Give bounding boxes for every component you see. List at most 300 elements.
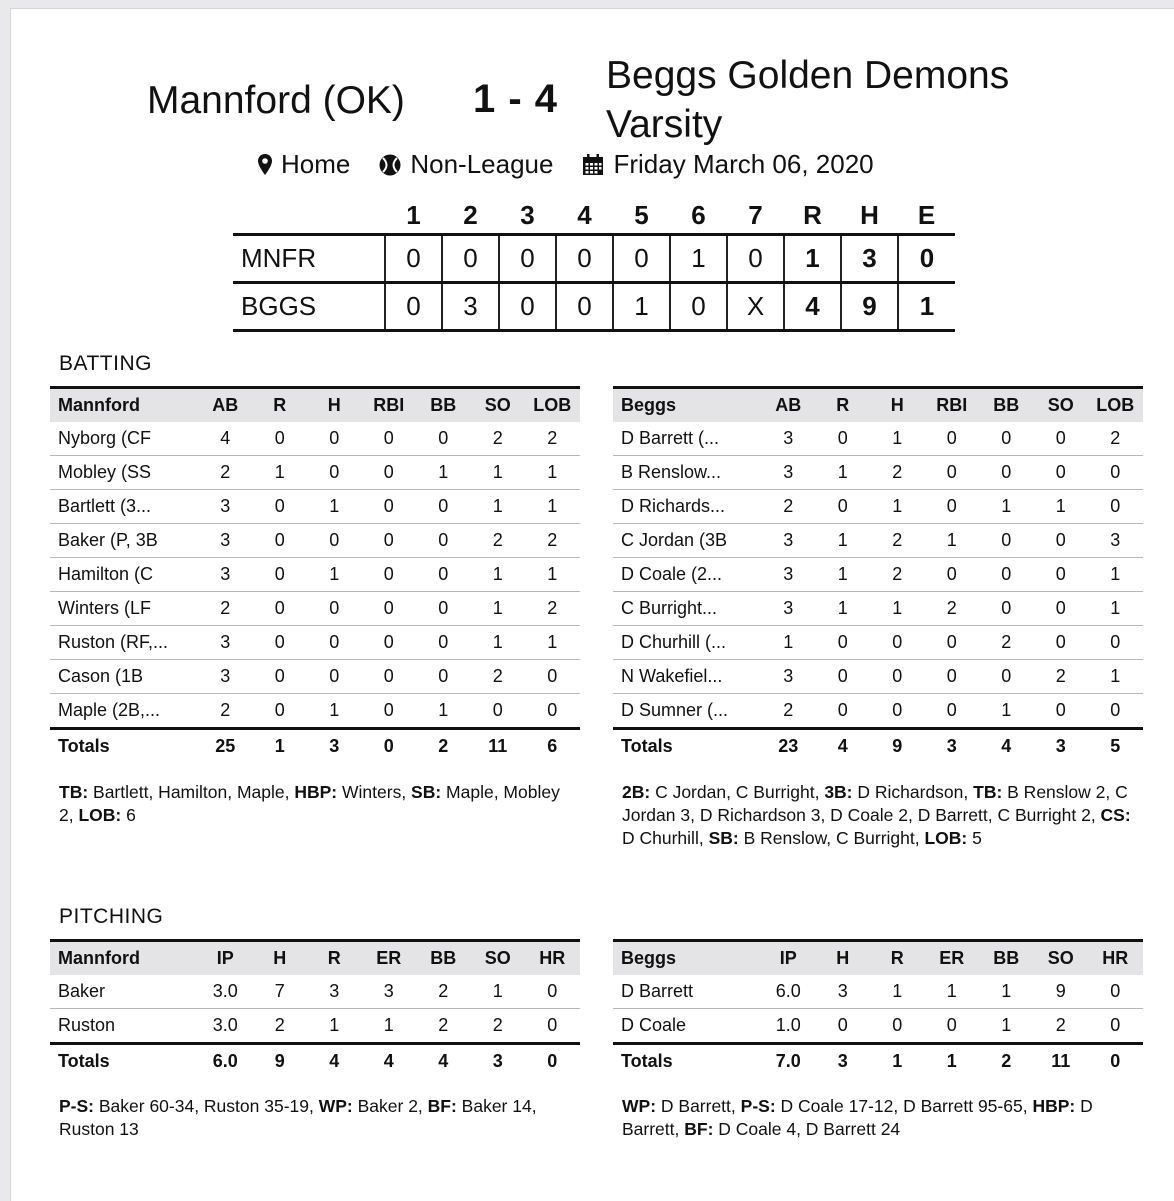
stat-cell: 1 bbox=[1088, 558, 1143, 592]
stat-cell: 0 bbox=[979, 592, 1034, 626]
totals-cell: 0 bbox=[383, 736, 394, 756]
stat-cell: 0 bbox=[416, 422, 471, 456]
stat-cell: 2 bbox=[471, 1009, 526, 1044]
stat-table-body bbox=[613, 975, 1143, 1078]
totals-cell: 0 bbox=[1110, 1051, 1121, 1071]
baseball-icon bbox=[378, 153, 402, 177]
stat-cell: 0 bbox=[816, 626, 871, 660]
player-name: D Coale (2... bbox=[613, 558, 761, 592]
stat-cell: 0 bbox=[925, 694, 980, 729]
hits-header: H bbox=[860, 199, 879, 230]
totals-cell: 2 bbox=[438, 736, 449, 756]
totals-cell: 4 bbox=[837, 736, 848, 756]
note-value: 5 bbox=[967, 828, 982, 848]
totals-cell: 7.0 bbox=[775, 1051, 801, 1071]
player-row bbox=[50, 626, 580, 660]
note-value: D Coale 17-12, D Barrett 95-65, bbox=[775, 1096, 1033, 1116]
player-name: B Renslow... bbox=[613, 456, 761, 490]
stat-cell: 0 bbox=[1088, 490, 1143, 524]
stat-cell: 0 bbox=[253, 422, 308, 456]
stat-column-header: H bbox=[890, 395, 904, 415]
player-row bbox=[50, 1009, 580, 1044]
note-key: 3B: bbox=[824, 782, 853, 802]
stat-cell: 0 bbox=[416, 626, 471, 660]
stat-cell: 2 bbox=[471, 660, 526, 694]
stat-cell: 0 bbox=[253, 558, 308, 592]
note-value: B Renslow, C Burright, bbox=[738, 828, 925, 848]
totals-cell: 1 bbox=[274, 736, 285, 756]
stat-cell: 3 bbox=[761, 660, 816, 694]
stat-cell: 0 bbox=[925, 626, 980, 660]
stat-cell: 3 bbox=[362, 975, 417, 1009]
stat-cell: 2 bbox=[1034, 660, 1089, 694]
totals-cell: 6.0 bbox=[212, 1051, 238, 1071]
stat-cell: 0 bbox=[925, 1009, 980, 1044]
stat-cell: 3 bbox=[198, 524, 253, 558]
stat-cell: 0 bbox=[362, 558, 417, 592]
note-key: SB: bbox=[708, 828, 739, 848]
stat-column-header: R bbox=[327, 948, 341, 968]
note-value: Winters, bbox=[337, 782, 412, 802]
stat-cell: 0 bbox=[1088, 456, 1143, 490]
batting-table-beggs bbox=[613, 386, 1143, 763]
totals-row bbox=[50, 1044, 580, 1079]
player-name: Maple (2B,... bbox=[50, 694, 198, 729]
stat-header-row bbox=[50, 388, 580, 423]
totals-cell: 9 bbox=[892, 736, 903, 756]
totals-label: Totals bbox=[621, 1051, 673, 1071]
inning-score: 0 bbox=[613, 235, 670, 283]
stat-cell: 0 bbox=[362, 490, 417, 524]
stat-cell: 0 bbox=[307, 456, 362, 490]
player-name: C Burright... bbox=[613, 592, 761, 626]
player-row bbox=[50, 524, 580, 558]
batting-table-mannford bbox=[50, 386, 580, 763]
player-row bbox=[50, 592, 580, 626]
stat-cell: 1 bbox=[525, 558, 580, 592]
stat-column-header: BB bbox=[993, 395, 1020, 415]
stat-table-body bbox=[50, 975, 580, 1078]
stat-cell: 1 bbox=[471, 456, 526, 490]
stat-cell: 2 bbox=[198, 456, 253, 490]
league-info bbox=[378, 149, 553, 180]
totals-cell: 4 bbox=[329, 1051, 340, 1071]
player-row bbox=[50, 490, 580, 524]
player-row bbox=[613, 524, 1143, 558]
stat-cell: 0 bbox=[870, 694, 925, 729]
stat-column-header: IP bbox=[779, 948, 797, 968]
away-team-name: Beggs Golden Demons Varsity bbox=[606, 54, 1010, 146]
stat-column-header: ER bbox=[939, 948, 965, 968]
stat-cell: 0 bbox=[362, 694, 417, 729]
inning-score: 0 bbox=[385, 283, 442, 331]
inning-score: 0 bbox=[385, 235, 442, 283]
note-key: WP: bbox=[318, 1096, 353, 1116]
stat-cell: 1 bbox=[307, 1009, 362, 1044]
totals-cell: 5 bbox=[1110, 736, 1121, 756]
stat-cell: 0 bbox=[253, 524, 308, 558]
stat-cell: 2 bbox=[253, 1009, 308, 1044]
totals-cell: 23 bbox=[778, 736, 799, 756]
runs-total: 1 bbox=[784, 235, 841, 283]
note-value: Bartlett, Hamilton, Maple, bbox=[88, 782, 295, 802]
stat-column-header: BB bbox=[993, 948, 1020, 968]
player-row bbox=[50, 558, 580, 592]
note-key: HBP: bbox=[1032, 1096, 1076, 1116]
totals-cell: 0 bbox=[547, 1051, 558, 1071]
player-row bbox=[613, 660, 1143, 694]
stat-cell: 0 bbox=[870, 626, 925, 660]
stat-cell: 0 bbox=[870, 660, 925, 694]
stat-cell: 1 bbox=[253, 456, 308, 490]
inning-score: X bbox=[727, 283, 784, 331]
stat-cell: 0 bbox=[1034, 626, 1089, 660]
stat-cell: 0 bbox=[362, 456, 417, 490]
stat-cell: 0 bbox=[307, 524, 362, 558]
pitching-table-mannford bbox=[50, 939, 580, 1078]
stat-cell: 1 bbox=[307, 490, 362, 524]
line-score-table bbox=[233, 197, 955, 332]
stat-cell: 2 bbox=[870, 558, 925, 592]
totals-cell: 3 bbox=[1055, 736, 1066, 756]
note-key: TB: bbox=[973, 782, 1003, 802]
stat-cell: 0 bbox=[816, 694, 871, 729]
stat-cell: 0 bbox=[1088, 694, 1143, 729]
stat-column-header: AB bbox=[775, 395, 802, 415]
stat-cell: 2 bbox=[979, 626, 1034, 660]
player-row bbox=[50, 660, 580, 694]
player-row bbox=[613, 422, 1143, 456]
player-name: Bartlett (3... bbox=[50, 490, 198, 524]
inning-score: 0 bbox=[670, 283, 727, 331]
stat-cell: 3 bbox=[761, 558, 816, 592]
stat-column-header: SO bbox=[1047, 948, 1074, 968]
stat-cell: 3 bbox=[198, 490, 253, 524]
stat-column-header: ER bbox=[376, 948, 402, 968]
stat-cell: 0 bbox=[979, 558, 1034, 592]
inning-score: 1 bbox=[613, 283, 670, 331]
stat-cell: 1 bbox=[761, 626, 816, 660]
player-name: D Coale bbox=[613, 1009, 761, 1044]
stat-cell: 3 bbox=[198, 660, 253, 694]
player-name: D Barrett bbox=[613, 975, 761, 1009]
stat-cell: 0 bbox=[1034, 524, 1089, 558]
stat-cell: 1 bbox=[362, 1009, 417, 1044]
note-key: TB: bbox=[59, 782, 89, 802]
stat-cell: 0 bbox=[1088, 626, 1143, 660]
stat-column-header: HR bbox=[1102, 948, 1129, 968]
player-name: D Barrett (... bbox=[613, 422, 761, 456]
stat-column-header: H bbox=[836, 948, 850, 968]
inning-header: 4 bbox=[577, 199, 592, 230]
stat-cell: 3 bbox=[761, 524, 816, 558]
player-row bbox=[50, 694, 580, 729]
player-row bbox=[613, 558, 1143, 592]
stat-cell: 1 bbox=[307, 558, 362, 592]
stat-cell: 0 bbox=[253, 490, 308, 524]
line-score-team-header bbox=[233, 197, 385, 235]
stat-cell: 2 bbox=[761, 490, 816, 524]
stat-cell: 0 bbox=[307, 660, 362, 694]
player-name: Nyborg (CF bbox=[50, 422, 198, 456]
stat-cell: 1 bbox=[471, 626, 526, 660]
stat-cell: 2 bbox=[198, 592, 253, 626]
team-column-header: Beggs bbox=[621, 395, 677, 415]
stat-cell: 4 bbox=[198, 422, 253, 456]
final-score: 1 - 4 bbox=[473, 77, 559, 121]
stat-column-header: RBI bbox=[373, 395, 405, 415]
stat-cell: 0 bbox=[979, 456, 1034, 490]
hits-total: 9 bbox=[841, 283, 898, 331]
stat-cell: 0 bbox=[979, 524, 1034, 558]
stat-cell: 0 bbox=[416, 592, 471, 626]
player-row bbox=[50, 456, 580, 490]
pitching-table-beggs bbox=[613, 939, 1143, 1078]
inning-score: 0 bbox=[499, 283, 556, 331]
note-key: SB: bbox=[411, 782, 442, 802]
batting-notes-mannford bbox=[59, 781, 569, 827]
note-value: B Renslow 2, C Jordan 3, D Richardson 3, D Coale 2, D Barrett, C Burright 2, bbox=[622, 782, 1128, 825]
location-info bbox=[257, 149, 350, 180]
note-key: WP: bbox=[622, 1096, 657, 1116]
stat-cell: 1 bbox=[925, 975, 980, 1009]
stat-cell: 0 bbox=[253, 694, 308, 729]
batting-notes-beggs bbox=[622, 781, 1142, 850]
stat-cell: 1 bbox=[471, 490, 526, 524]
stat-cell: 0 bbox=[525, 975, 580, 1009]
stat-cell: 1.0 bbox=[761, 1009, 816, 1044]
player-row bbox=[613, 626, 1143, 660]
player-name: C Jordan (3B bbox=[613, 524, 761, 558]
player-row bbox=[613, 694, 1143, 729]
stat-cell: 0 bbox=[870, 1009, 925, 1044]
location-label: Home bbox=[281, 149, 351, 179]
inning-header: 3 bbox=[520, 199, 535, 230]
stat-cell: 1 bbox=[870, 975, 925, 1009]
totals-cell: 4 bbox=[438, 1051, 449, 1071]
map-pin-icon bbox=[257, 153, 273, 177]
note-value: D Barrett, bbox=[656, 1096, 741, 1116]
totals-cell: 3 bbox=[329, 736, 340, 756]
stat-cell: 1 bbox=[416, 456, 471, 490]
stat-cell: 0 bbox=[816, 1009, 871, 1044]
stat-cell: 0 bbox=[1034, 422, 1089, 456]
player-row bbox=[50, 975, 580, 1009]
inning-score: 0 bbox=[442, 235, 499, 283]
note-value: Baker 2, bbox=[352, 1096, 428, 1116]
totals-label: Totals bbox=[58, 736, 110, 756]
stat-cell: 3 bbox=[307, 975, 362, 1009]
stat-header-row bbox=[50, 941, 580, 976]
inning-score: 0 bbox=[499, 235, 556, 283]
totals-cell: 25 bbox=[215, 736, 236, 756]
totals-cell: 11 bbox=[488, 736, 508, 756]
stat-cell: 2 bbox=[1088, 422, 1143, 456]
player-row bbox=[613, 456, 1143, 490]
pitching-section-title: PITCHING bbox=[59, 905, 164, 928]
stat-column-header: LOB bbox=[533, 395, 572, 415]
stat-cell: 1 bbox=[816, 524, 871, 558]
stat-cell: 0 bbox=[925, 422, 980, 456]
stat-cell: 0 bbox=[1088, 1009, 1143, 1044]
totals-cell: 2 bbox=[1001, 1051, 1012, 1071]
stat-cell: 1 bbox=[1088, 592, 1143, 626]
stat-cell: 0 bbox=[1034, 456, 1089, 490]
stat-cell: 1 bbox=[1034, 490, 1089, 524]
stat-cell: 1 bbox=[870, 490, 925, 524]
stat-cell: 3.0 bbox=[198, 1009, 253, 1044]
player-name: N Wakefiel... bbox=[613, 660, 761, 694]
stat-table-header bbox=[50, 388, 580, 423]
stat-column-header: RBI bbox=[936, 395, 968, 415]
stat-cell: 1 bbox=[471, 558, 526, 592]
player-row bbox=[50, 422, 580, 456]
stat-cell: 3 bbox=[1088, 524, 1143, 558]
errors-header: E bbox=[917, 199, 936, 230]
stat-cell: 1 bbox=[1088, 660, 1143, 694]
stat-column-header: AB bbox=[212, 395, 239, 415]
stat-table-header bbox=[613, 388, 1143, 423]
stat-column-header: R bbox=[890, 948, 904, 968]
stat-cell: 2 bbox=[761, 694, 816, 729]
stat-column-header: SO bbox=[1047, 395, 1074, 415]
team-column-header: Mannford bbox=[58, 948, 140, 968]
stat-cell: 1 bbox=[525, 456, 580, 490]
note-value: D Churhill, bbox=[622, 828, 709, 848]
stat-column-header: R bbox=[836, 395, 850, 415]
stat-column-header: H bbox=[327, 395, 341, 415]
stat-cell: 0 bbox=[362, 422, 417, 456]
player-name: Cason (1B bbox=[50, 660, 198, 694]
player-row bbox=[613, 975, 1143, 1009]
line-score-team: MNFR bbox=[241, 243, 317, 273]
stat-cell: 3 bbox=[761, 592, 816, 626]
hits-total: 3 bbox=[841, 235, 898, 283]
stat-cell: 0 bbox=[362, 592, 417, 626]
stat-cell: 2 bbox=[525, 422, 580, 456]
note-key: P-S: bbox=[740, 1096, 776, 1116]
stat-cell: 0 bbox=[525, 1009, 580, 1044]
stat-cell: 0 bbox=[525, 660, 580, 694]
stat-cell: 1 bbox=[925, 524, 980, 558]
stat-cell: 3.0 bbox=[198, 975, 253, 1009]
stat-cell: 2 bbox=[1034, 1009, 1089, 1044]
totals-label: Totals bbox=[621, 736, 673, 756]
line-score-row bbox=[233, 235, 955, 283]
inning-header: 2 bbox=[463, 199, 478, 230]
stat-cell: 0 bbox=[525, 694, 580, 729]
totals-cell: 9 bbox=[274, 1051, 285, 1071]
stat-cell: 3 bbox=[761, 456, 816, 490]
player-name: Ruston bbox=[50, 1009, 198, 1044]
player-name: D Sumner (... bbox=[613, 694, 761, 729]
stat-cell: 3 bbox=[761, 422, 816, 456]
stat-cell: 1 bbox=[816, 558, 871, 592]
inning-header: 7 bbox=[748, 199, 763, 230]
inning-header: 5 bbox=[634, 199, 649, 230]
player-name: Hamilton (C bbox=[50, 558, 198, 592]
note-key: HBP: bbox=[294, 782, 338, 802]
line-score-row bbox=[233, 283, 955, 331]
stat-table-header bbox=[613, 941, 1143, 976]
inning-header: 1 bbox=[406, 199, 421, 230]
stat-cell: 3 bbox=[816, 975, 871, 1009]
stat-cell: 0 bbox=[253, 592, 308, 626]
inning-score: 0 bbox=[556, 235, 613, 283]
calendar-icon bbox=[581, 153, 605, 177]
stat-cell: 1 bbox=[979, 694, 1034, 729]
home-team-name: Mannford (OK) bbox=[147, 79, 405, 122]
stat-cell: 2 bbox=[870, 524, 925, 558]
inning-score: 1 bbox=[670, 235, 727, 283]
note-value: D Coale 4, D Barrett 24 bbox=[713, 1119, 901, 1139]
stat-cell: 0 bbox=[471, 694, 526, 729]
player-name: Baker bbox=[50, 975, 198, 1009]
stat-cell: 1 bbox=[816, 592, 871, 626]
game-meta bbox=[257, 149, 902, 180]
stat-cell: 0 bbox=[307, 422, 362, 456]
stat-cell: 0 bbox=[925, 456, 980, 490]
note-value: Maple, Mobley 2, bbox=[59, 782, 560, 825]
totals-cell: 3 bbox=[492, 1051, 503, 1071]
totals-cell: 3 bbox=[837, 1051, 848, 1071]
stat-cell: 0 bbox=[1088, 975, 1143, 1009]
note-value: Baker 60-34, Ruston 35-19, bbox=[94, 1096, 319, 1116]
note-value: Baker 14, Ruston 13 bbox=[59, 1096, 537, 1139]
line-score-team: BGGS bbox=[241, 291, 317, 321]
note-key: BF: bbox=[427, 1096, 457, 1116]
player-name: Winters (LF bbox=[50, 592, 198, 626]
stat-column-header: SO bbox=[484, 948, 511, 968]
totals-cell: 4 bbox=[1001, 736, 1012, 756]
stat-cell: 1 bbox=[471, 975, 526, 1009]
inning-header: 6 bbox=[691, 199, 706, 230]
team-column-header: Mannford bbox=[58, 395, 140, 415]
player-name: Ruston (RF,... bbox=[50, 626, 198, 660]
stat-cell: 1 bbox=[307, 694, 362, 729]
stat-cell: 2 bbox=[525, 524, 580, 558]
pitching-notes-mannford bbox=[59, 1095, 569, 1141]
player-row bbox=[613, 490, 1143, 524]
player-row bbox=[613, 1009, 1143, 1044]
stat-cell: 0 bbox=[1034, 694, 1089, 729]
player-name: Baker (P, 3B bbox=[50, 524, 198, 558]
stat-cell: 0 bbox=[416, 660, 471, 694]
stat-cell: 9 bbox=[1034, 975, 1089, 1009]
stat-cell: 0 bbox=[307, 592, 362, 626]
stat-column-header: SO bbox=[484, 395, 511, 415]
stat-cell: 0 bbox=[1034, 592, 1089, 626]
note-key: P-S: bbox=[59, 1096, 94, 1116]
stat-cell: 2 bbox=[416, 1009, 471, 1044]
stat-table-header bbox=[50, 941, 580, 976]
stat-cell: 2 bbox=[471, 422, 526, 456]
stat-cell: 1 bbox=[979, 490, 1034, 524]
stat-table-body bbox=[613, 422, 1143, 763]
stat-cell: 0 bbox=[979, 660, 1034, 694]
stat-cell: 0 bbox=[816, 660, 871, 694]
stat-cell: 0 bbox=[1034, 558, 1089, 592]
stat-column-header: HR bbox=[539, 948, 566, 968]
note-key: 2B: bbox=[622, 782, 651, 802]
stat-table-body bbox=[50, 422, 580, 763]
stat-cell: 0 bbox=[253, 626, 308, 660]
player-name: Mobley (SS bbox=[50, 456, 198, 490]
errors-total: 1 bbox=[898, 283, 955, 331]
player-row bbox=[613, 592, 1143, 626]
stat-cell: 1 bbox=[979, 1009, 1034, 1044]
inning-score: 0 bbox=[556, 283, 613, 331]
